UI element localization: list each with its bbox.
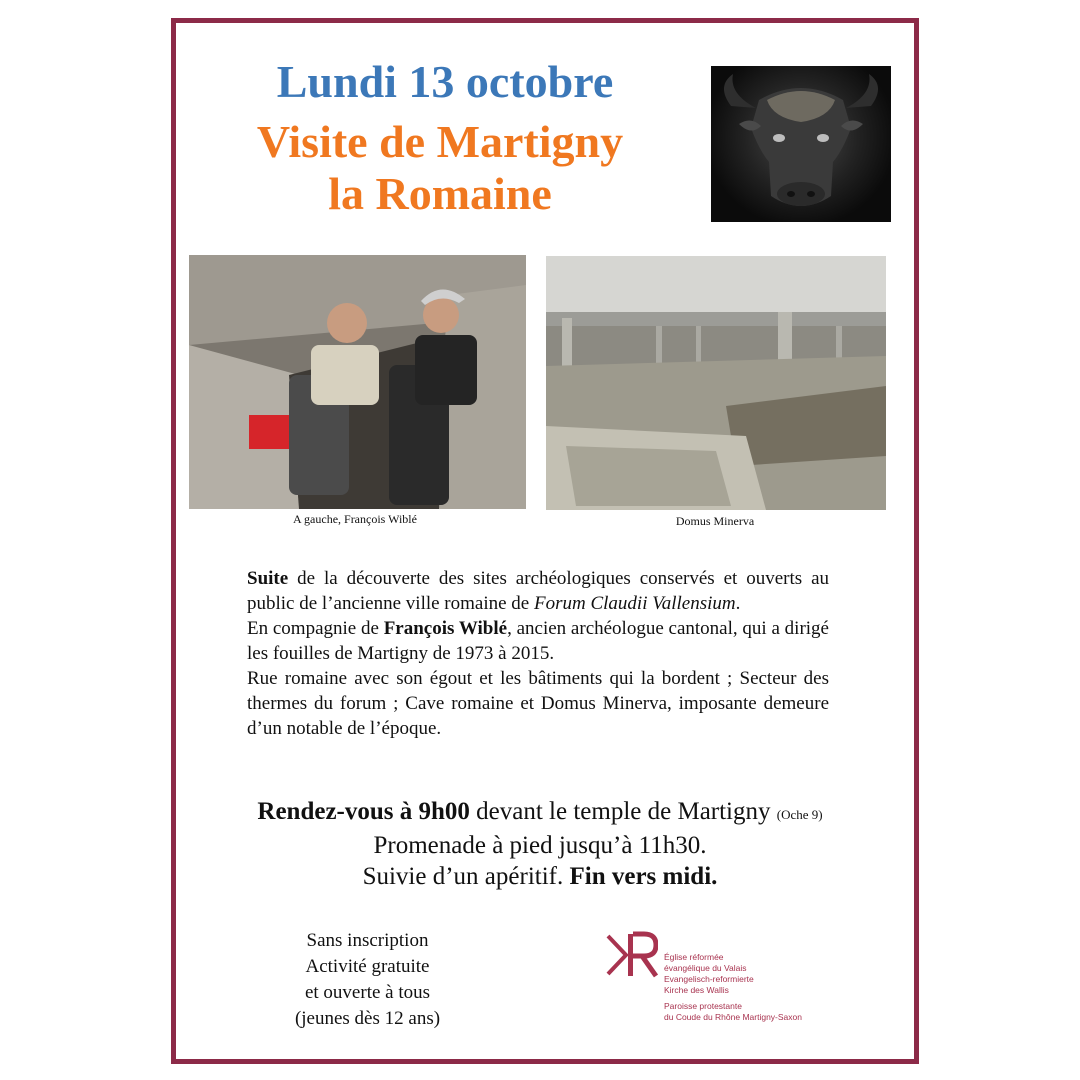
meeting-place: devant le temple de Martigny — [469, 798, 777, 825]
event-title-line2: la Romaine — [328, 168, 552, 219]
meeting-address: (Oche 9) — [776, 807, 823, 822]
description-paragraph-1 — [247, 566, 829, 616]
participation-info — [270, 928, 465, 1032]
parish-name-line: Paroisse protestante — [664, 1001, 742, 1011]
aperitif-text: Suivie d’un apéritif. — [362, 863, 570, 890]
church-name-line: évangélique du Valais — [664, 963, 747, 973]
meeting-line-1 — [190, 796, 890, 830]
info-line: Activité gratuite — [305, 956, 430, 977]
description — [247, 566, 829, 741]
description-paragraph-3: Rue romaine avec son égout et les bâtiments qui la bordent ; Secteur des thermes du forum ; Cave romaine et Domus Minerva, imposante demeure d’un notable de l’époque. — [247, 668, 829, 739]
description-bold-lead: Suite — [247, 568, 289, 589]
info-line: (jeunes dès 12 ans) — [294, 1008, 441, 1029]
event-date: Lundi 13 octobre — [276, 56, 614, 107]
excavation-photo — [189, 255, 526, 509]
church-name-line: Église réformée — [664, 952, 724, 962]
description-period: . — [735, 593, 741, 614]
info-line: Sans inscription — [306, 930, 429, 951]
church-name-line: Evangelisch-reformierte — [664, 974, 754, 984]
event-title — [215, 116, 665, 220]
meeting-line-3 — [190, 861, 890, 892]
description-paragraph-2 — [247, 616, 829, 666]
church-name-line: Kirche des Wallis — [664, 985, 729, 995]
ancient-city-name: Forum Claudii Vallensium — [534, 593, 736, 614]
meeting-info — [190, 796, 890, 892]
description-text: de la découverte des sites archéologiques conservés et ouverts au public de l’ancienne ville romaine de — [247, 568, 829, 614]
guide-description: , ancien archéologue cantonal, qui a dirigé les fouilles de Martigny de 1973 à 2015. — [247, 618, 829, 664]
meeting-line-2: Promenade à pied jusqu’à 11h30. — [373, 832, 707, 859]
bull-head-icon — [711, 66, 891, 222]
bronze-bull-head-photo — [711, 66, 891, 222]
roman-ruins-shelter-icon — [546, 256, 886, 510]
domus-minerva-photo — [546, 256, 886, 510]
right-photo-caption: Domus Minerva — [675, 514, 755, 528]
left-photo-caption: A gauche, François Wiblé — [293, 512, 417, 526]
guide-name: François Wiblé — [383, 618, 508, 639]
guide-intro: En compagnie de — [247, 618, 384, 639]
church-logo-text — [664, 952, 884, 1023]
excavation-scene-icon — [189, 255, 526, 509]
church-logo-icon — [606, 930, 658, 980]
parish-name-line: du Coude du Rhône Martigny-Saxon — [664, 1012, 802, 1022]
info-line: et ouverte à tous — [304, 982, 431, 1003]
meeting-time: Rendez-vous à 9h00 — [257, 798, 470, 825]
event-title-line1: Visite de Martigny — [256, 116, 624, 167]
end-time: Fin vers midi. — [569, 863, 718, 890]
